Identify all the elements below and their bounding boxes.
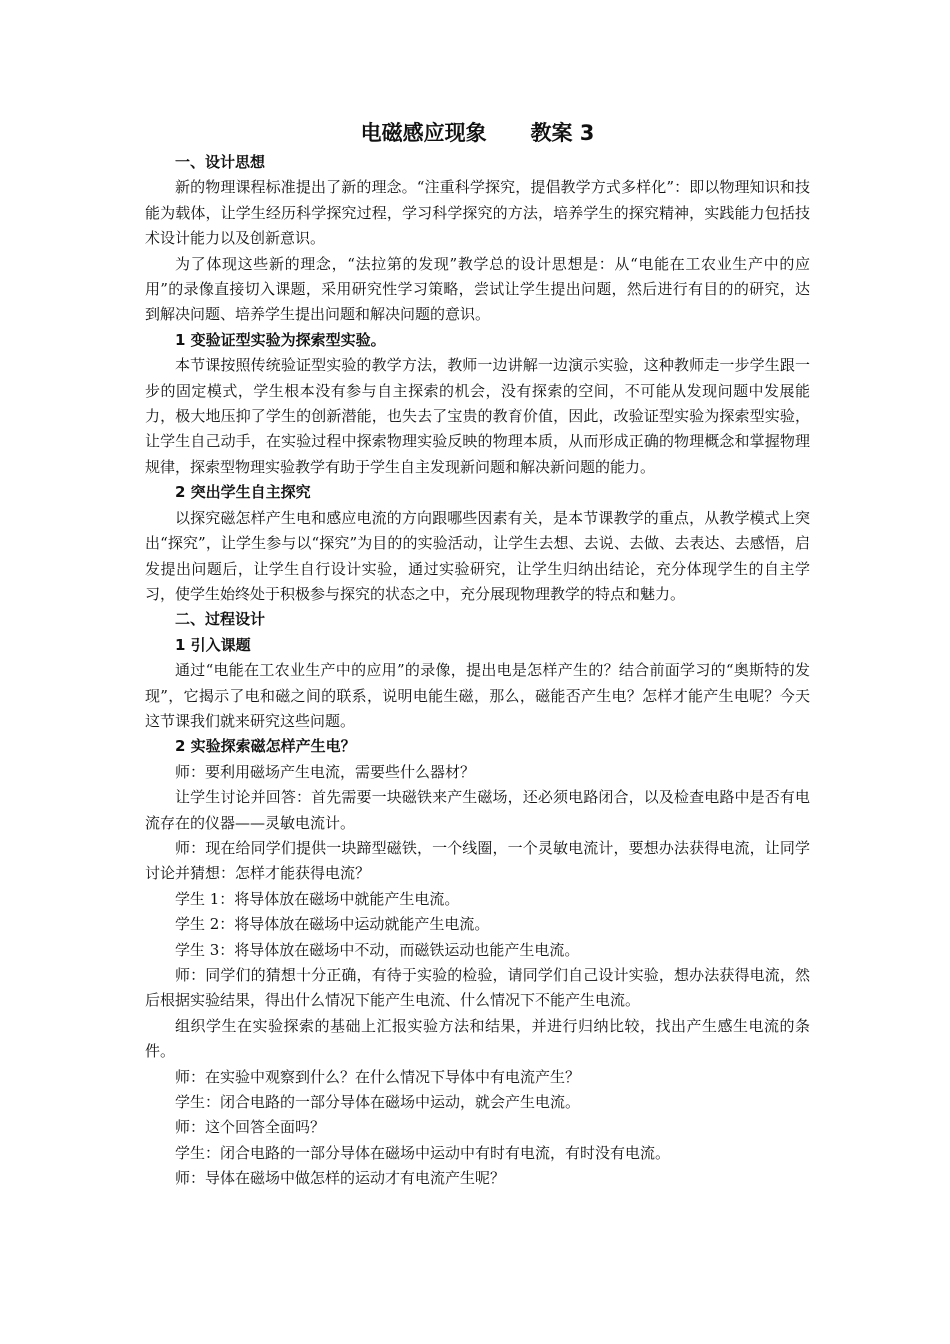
paragraph: 师：这个回答全面吗？ <box>175 1118 326 1137</box>
section-heading: 2 突出学生自主探究 <box>175 483 311 502</box>
paragraph: 学生：闭合电路的一部分导体在磁场中运动中有时有电流，有时没有电流。 <box>175 1143 671 1162</box>
paragraph: 让学生讨论并回答：首先需要一块磁铁来产生磁场，还必须电路闭合，以及检查电路中是否有电流存在的仪器——灵敏电流计。 <box>145 788 810 832</box>
paragraph: 师：导体在磁场中做怎样的运动才有电流产生呢？ <box>175 1169 506 1188</box>
section-heading: 1 变验证型实验为探索型实验。 <box>175 330 386 349</box>
section-heading: 一、设计思想 <box>175 153 266 171</box>
paragraph: 学生 3：将导体放在磁场中不动，而磁铁运动也能产生电流。 <box>175 940 580 959</box>
paragraph: 学生 2：将导体放在磁场中运动就能产生电流。 <box>175 915 490 934</box>
paragraph: 师：现在给同学们提供一块蹄型磁铁，一个线圈，一个灵敏电流计，要想办法获得电流，让同学讨论并猜想：怎样才能获得电流？ <box>145 838 810 883</box>
paragraph: 为了体现这些新的理念，“法拉第的发现”教学总的设计思想是：从“电能在工农业生产中的应用”的录像直接切入课题，采用研究性学习策略，尝试让学生提出问题，然后进行有目的的研究，达到解决问题、培养学生提出问题和解决问题的意识。 <box>145 254 810 324</box>
paragraph: 师：在实验中观察到什么？在什么情况下导体中有电流产生？ <box>175 1067 581 1086</box>
paragraph: 师：同学们的猜想十分正确，有待于实验的检验，请同学们自己设计实验，想办法获得电流，然后根据实验结果，得出什么情况下能产生电流、什么情况下不能产生电流。 <box>145 966 810 1010</box>
section-heading: 二、过程设计 <box>175 610 266 629</box>
section-heading: 2 实验探索磁怎样产生电？ <box>175 737 356 756</box>
paragraph: 学生 1：将导体放在磁场中就能产生电流。 <box>175 889 460 908</box>
paragraph: 通过“电能在工农业生产中的应用”的录像，提出电是怎样产生的？结合前面学习的“奥斯特的发现”，它揭示了电和磁之间的联系，说明电能生磁，那么，磁能否产生电？怎样才能产生电呢？今天这节课我们就来研究这些问题。 <box>145 661 810 730</box>
paragraph: 以探究磁怎样产生电和感应电流的方向跟哪些因素有关，是本节课教学的重点，从教学模式上突出“探究”，让学生参与以“探究”为目的的实验活动，让学生去想、去说、去做、去表达、去感悟，启发提出问题后，让学生自行设计实验，通过实验研究，让学生归纳出结论，充分体现学生的自主学习，使学生始终处于积极参与探究的状态之中，充分展现物理教学的特点和魅力。 <box>145 508 810 603</box>
paragraph: 师：要利用磁场产生电流，需要些什么器材？ <box>175 762 476 781</box>
document-body <box>145 150 810 1192</box>
paragraph: 学生：闭合电路的一部分导体在磁场中运动，就会产生电流。 <box>175 1093 581 1112</box>
paragraph: 组织学生在实验探索的基础上汇报实验方法和结果，并进行归纳比较，找出产生感生电流的条件。 <box>145 1016 810 1061</box>
paragraph: 新的物理课程标准提出了新的理念。“注重科学探究，提倡教学方式多样化”：即以物理知识和技能为载体，让学生经历科学探究过程，学习科学探究的方法，培养学生的探究精神，实践能力包括技术设计能力以及创新意识。 <box>145 178 810 248</box>
document-title: 电磁感应现象 教案 3 <box>360 121 595 145</box>
section-heading: 1 引入课题 <box>175 635 251 654</box>
paragraph: 本节课按照传统验证型实验的教学方法，教师一边讲解一边演示实验，这种教师走一步学生跟一步的固定模式，学生根本没有参与自主探索的机会，没有探索的空间，不可能从发现问题中发展能力，极大地压抑了学生的创新潜能，也失去了宝贵的教育价值，因此，改验证型实验为探索型实验，让学生自己动手，在实验过程中探索物理实验反映的物理本质，从而形成正确的物理概念和掌握物理规律，探索型物理实验教学有助于学生自主发现新问题和解决新问题的能力。 <box>145 356 810 476</box>
